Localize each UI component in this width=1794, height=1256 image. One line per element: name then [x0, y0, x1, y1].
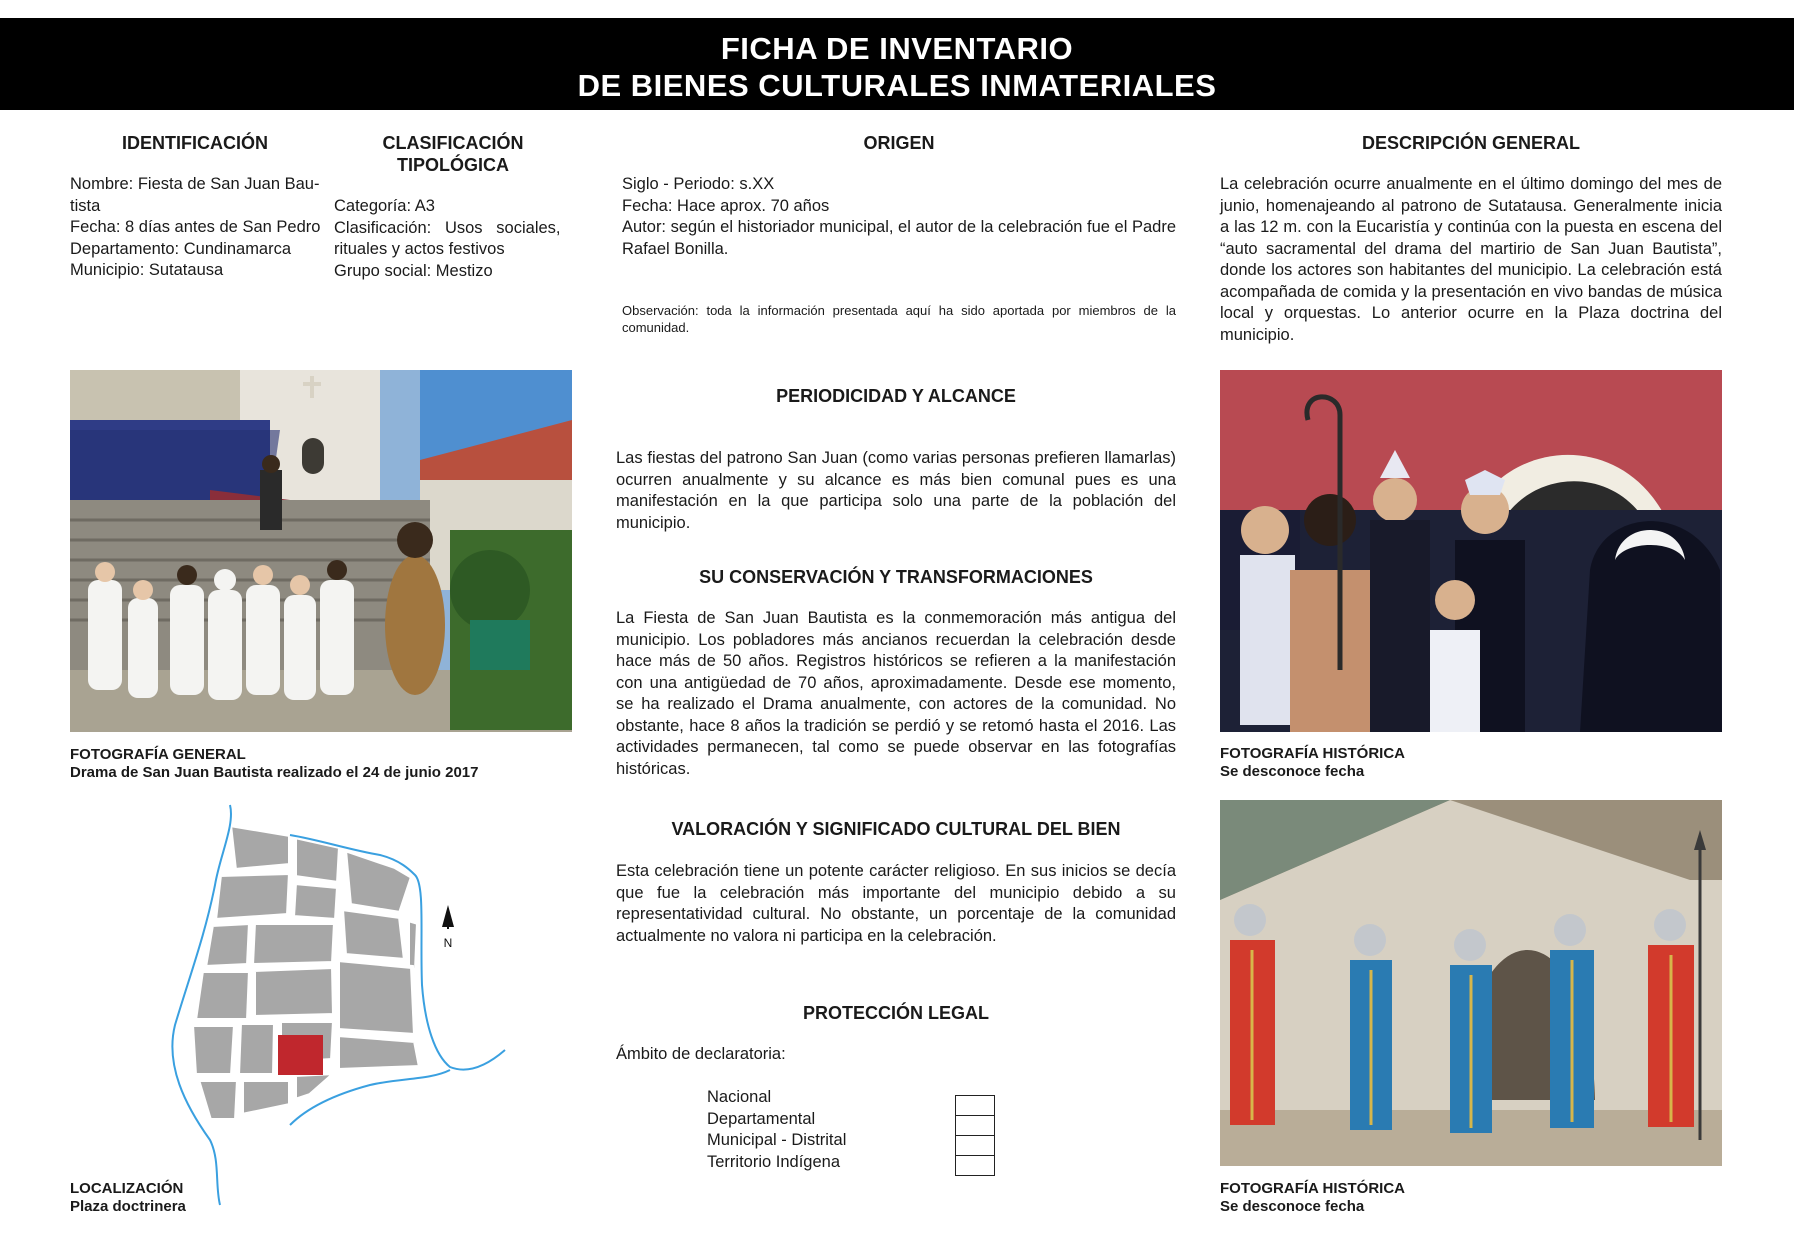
checkbox-departamental[interactable]	[955, 1115, 995, 1136]
general-photo	[70, 370, 572, 732]
historic-caption-1	[1220, 745, 1620, 781]
north-label: N	[443, 936, 453, 950]
proteccion-heading: PROTECCIÓN LEGAL	[802, 1003, 989, 1023]
fecha-line: Fecha: 8 días antes de San Pedro	[70, 218, 321, 236]
plaza-marker	[278, 1035, 323, 1075]
identificacion-heading: IDENTIFICACIÓN	[122, 133, 268, 153]
clasificacion-block	[334, 196, 572, 282]
option-nacional: Nacional	[707, 1088, 772, 1106]
categoria-line: Categoría: A3	[334, 197, 435, 215]
map-image	[150, 795, 570, 1215]
origen-fecha-line: Fecha: Hace aprox. 70 años	[622, 196, 830, 215]
clasificacion-heading-2: TIPOLÓGICA	[397, 155, 509, 175]
checkbox-municipal[interactable]	[955, 1135, 995, 1156]
descripcion-heading: DESCRIPCIÓN GENERAL	[1361, 133, 1581, 153]
title-banner	[0, 18, 1794, 110]
grupo-line: Grupo social: Mestizo	[334, 261, 493, 280]
historic-caption-1-sub: Se desconoce fecha	[1220, 763, 1365, 780]
checkbox-group	[955, 1096, 995, 1176]
historic-caption-2	[1220, 1180, 1620, 1216]
observacion-text: Observación: toda la información presentada aquí ha sido aportada por miembros de la comunidad.	[622, 303, 1176, 335]
nombre-line-2: tista	[70, 196, 101, 215]
historic-caption-1-title: FOTOGRAFÍA HISTÓRICA	[1220, 745, 1405, 762]
historic-caption-2-sub: Se desconoce fecha	[1220, 1198, 1365, 1215]
valoracion-text: Esta celebración tiene un potente carácter religioso. En sus inicios se decía que fue la celebración más importante del municipio debido a su representatividad cultural. No obstante, un porcentaje de la comunidad actualmente no valora ni participa en la celebración.	[616, 862, 1176, 945]
proteccion-options	[707, 1087, 927, 1173]
origen-heading: ORIGEN	[863, 133, 935, 153]
periodicidad-heading: PERIODICIDAD Y ALCANCE	[776, 386, 1016, 406]
historic-photo-1-image	[1220, 370, 1722, 732]
origen-block	[622, 174, 1176, 260]
checkbox-territorio[interactable]	[955, 1155, 995, 1176]
option-municipal: Municipal - Distrital	[707, 1131, 847, 1149]
valoracion-heading: VALORACIÓN Y SIGNIFICADO CULTURAL DEL BIEN	[671, 819, 1121, 839]
general-photo-image	[70, 370, 572, 732]
map-caption-title: LOCALIZACIÓN	[70, 1180, 184, 1197]
autor-text: Autor: según el historiador municipal, el autor de la celebración fue el Padre Rafael Bonilla.	[622, 218, 1176, 258]
title-line-2: DE BIENES CULTURALES INMATERIALES	[577, 68, 1217, 103]
general-photo-caption	[70, 746, 590, 782]
historic-caption-2-title: FOTOGRAFÍA HISTÓRICA	[1220, 1180, 1405, 1197]
map-caption	[70, 1180, 370, 1216]
historic-photo-2	[1220, 800, 1722, 1166]
option-departamental: Departamental	[707, 1109, 816, 1128]
conservacion-heading: SU CONSERVACIÓN Y TRANSFORMACIONES	[699, 567, 1093, 587]
option-territorio: Territorio Indígena	[707, 1152, 840, 1171]
general-caption-sub: Drama de San Juan Bautista realizado el 24 de junio 2017	[70, 764, 479, 781]
clasificacion-line-1: Clasificación: Usos sociales,	[334, 218, 561, 237]
general-caption-title: FOTOGRAFÍA GENERAL	[70, 746, 246, 763]
location-map	[150, 795, 570, 1215]
map-caption-sub: Plaza doctrinera	[70, 1198, 186, 1215]
conservacion-text: La Fiesta de San Juan Bautista es la conmemoración más antigua del municipio. Los pobladores más ancianos recuerdan la celebración desde hace más de 50 años. Registros históricos se refieren a la manifestación con una antigüedad de 70 años, aproximadamente. Desde ese momento, se ha realizado el Drama anualmente, con actores de la comunidad. No obstante, hace 8 años la tradición se perdió y se retomó hasta el 2016. Las actividades permanecen, tal como se puede observar en las fotografías históricas.	[616, 609, 1176, 778]
nombre-line-1: Nombre: Fiesta de San Juan Bau-	[70, 175, 320, 193]
checkbox-nacional[interactable]	[955, 1095, 995, 1116]
clasificacion-heading-1: CLASIFICACIÓN	[382, 133, 524, 153]
clasificacion-line-2: rituales y actos festivos	[334, 240, 505, 258]
historic-photo-1	[1220, 370, 1722, 732]
descripcion-text: La celebración ocurre anualmente en el último domingo del mes de junio, homenajeando al patrono de Sutatausa. Generalmente inicia a las 12 m. con la Eucaristía y continúa con la puesta en escena del “auto sacramental del drama del martirio de San Juan Bautista”, donde los actores son habitantes del municipio. La celebración está acompañada de comida y la presentación en vivo bandas de música local y orquestas. Lo anterior ocurre en la Plaza doctrina del municipio.	[1220, 175, 1722, 344]
periodicidad-text: Las fiestas del patrono San Juan (como varias personas prefieren llamarlas) ocurren anualmente y su alcance es más bien comunal pues es una manifestación en la que participa solo una parte de la población del municipio.	[616, 449, 1176, 532]
siglo-line: Siglo - Periodo: s.XX	[622, 175, 775, 193]
municipio-line: Municipio: Sutatausa	[70, 261, 224, 279]
title-line-1: FICHA DE INVENTARIO	[720, 31, 1074, 66]
clasificacion-heading	[334, 132, 572, 176]
identificacion-block	[70, 174, 330, 282]
historic-photo-2-image	[1220, 800, 1722, 1166]
ambito-label: Ámbito de declaratoria:	[616, 1045, 786, 1063]
departamento-line: Departamento: Cundinamarca	[70, 239, 292, 258]
